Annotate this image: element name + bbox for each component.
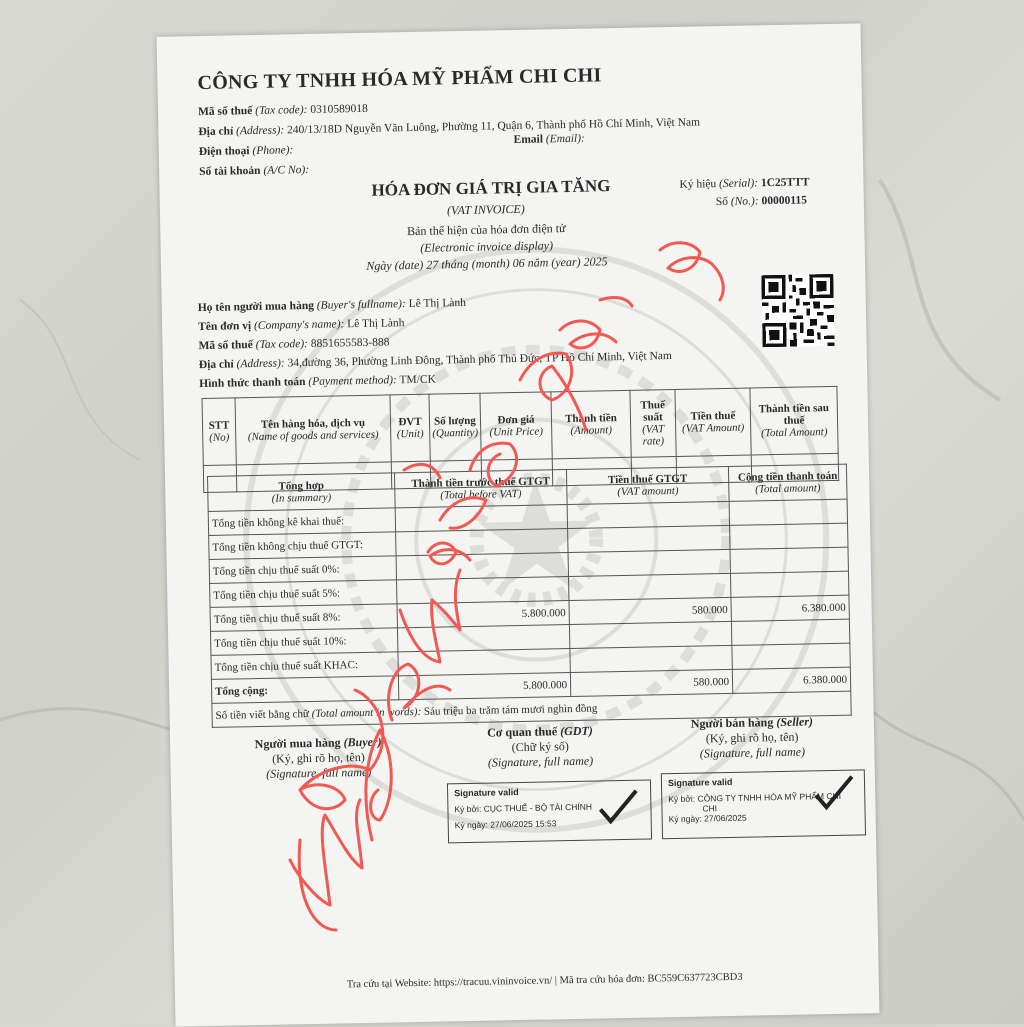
row-before: 5.800.000 [397, 601, 569, 628]
row-total: 6.380.000 [732, 667, 850, 693]
invoice-paper [157, 23, 880, 1026]
company-account-line [199, 164, 309, 178]
signature-valid-label: Signature valid [454, 787, 519, 799]
col-vi: Thành tiền trước thuế GTGT [411, 475, 551, 491]
buyer-signature-block [218, 734, 419, 783]
buyer-tax-code: 8851655583-888 [310, 336, 390, 350]
row-label: Tổng tiền không kê khai thuế: [208, 508, 395, 536]
invoice-display: Bản thể hiện của hóa đơn điện tử [406, 221, 566, 239]
lookup-footer: Tra cứu tại Website: https://tracuu.vininvoice.vn/ | Mã tra cứu hóa đơn: BC559C637723CBD3 [346, 971, 743, 991]
row-label: Tổng tiền không chịu thuế GTGT: [209, 532, 396, 560]
payment-method: TM/CK [399, 373, 437, 387]
invoice-title-en: (VAT INVOICE) [446, 201, 525, 218]
label-en: (Tax code): [255, 103, 308, 117]
sum-col-label [208, 473, 396, 512]
col-vi: Tên hàng hóa, dịch vụ [260, 416, 366, 431]
buyer-company: Lê Thị Lành [347, 317, 405, 331]
company-address-line [198, 116, 700, 138]
col-total [750, 386, 838, 455]
invoice-display-en: (Electronic invoice display) [420, 238, 554, 255]
row-total [732, 643, 850, 669]
label-en: (Phone): [252, 144, 294, 158]
company-name: CÔNG TY TNHH HÓA MỸ PHẨM CHI CHI [197, 64, 602, 95]
label: Họ tên người mua hàng [197, 299, 315, 315]
row-label: Tổng tiền chịu thuế suất 8%: [210, 604, 397, 632]
col-en: (VAT rate) [642, 423, 665, 448]
gdt-signature-block [440, 723, 641, 772]
signer: CỤC THUẾ - BỘ TÀI CHÍNH [483, 801, 593, 814]
col-en: (Amount) [570, 424, 613, 437]
col-vi: Tiền thuế GTGT [607, 472, 688, 487]
title: Người bán hàng [690, 715, 774, 731]
seller-signature-block [652, 714, 853, 763]
checkmark-icon [812, 773, 857, 814]
label-en: (Tax code): [255, 338, 309, 352]
note-en: (Signature, full name) [487, 753, 594, 770]
label: Hình thức thanh toán [199, 376, 306, 391]
label: Số tài khoản [199, 164, 261, 179]
col-en: (Quantity) [432, 426, 479, 440]
number-line [716, 194, 807, 208]
col-qty [429, 393, 481, 461]
col-vi: Tiền thuế [690, 409, 736, 423]
sum-col-total [728, 464, 847, 501]
col-rate [630, 389, 676, 457]
note: (Ký, ghi rõ họ, tên) [271, 749, 365, 766]
col-vi: Thuế suất [640, 399, 666, 424]
col-en: (Total amount) [755, 482, 821, 496]
sign-date: 27/06/2025 [704, 812, 747, 824]
label: Mã số thuế [197, 105, 253, 119]
label: Ký hiệu [679, 178, 717, 191]
row-vat [568, 549, 730, 576]
row-total [729, 499, 847, 525]
sum-col-before [394, 470, 567, 508]
signer-continued: CHI [702, 803, 718, 814]
label: Ký bởi: [668, 793, 696, 805]
gdt-signature-box [447, 779, 652, 843]
label: Ký ngày: [454, 819, 488, 831]
row-before [397, 577, 569, 604]
col-en: (Unit Price) [489, 425, 544, 439]
row-label: Tổng tiền chịu thuế suất 5%: [210, 580, 397, 608]
company-email-line [513, 133, 584, 146]
row-total [731, 619, 849, 645]
buyer-name: Lê Thị Lành [408, 296, 467, 311]
title: Người mua hàng [254, 735, 341, 752]
row-label: Tổng tiền chịu thuế suất 0%: [209, 556, 396, 584]
col-unit [390, 394, 430, 462]
label-en: (Address): [235, 124, 285, 138]
label: Số tiền viết bằng chữ [215, 707, 310, 722]
label-en: (Email): [545, 132, 585, 146]
label: Điện thoại [198, 145, 250, 159]
col-name [235, 395, 391, 465]
row-vat: 580.000 [570, 669, 732, 696]
col-price [480, 392, 552, 460]
signer: CÔNG TY TNHH HÓA MỸ PHẨM CHI [697, 790, 842, 804]
note: (Ký, ghi rõ họ, tên) [705, 729, 799, 746]
label: Số [715, 195, 729, 209]
col-vat [675, 388, 751, 456]
col-stt [202, 398, 236, 466]
note-en: (Signature, full name) [699, 744, 806, 761]
sum-col-vat [566, 466, 729, 504]
items-header-row [202, 386, 838, 465]
label: Ký bởi: [454, 803, 482, 815]
note-en: (Signature, full name) [265, 764, 372, 781]
qr-code [761, 274, 834, 347]
label: Mã số thuế [198, 339, 253, 353]
row-total: 6.380.000 [731, 595, 849, 621]
col-vi: Đơn giá [497, 413, 535, 427]
amount-in-words: Sáu triệu ba trăm tám mươi nghìn đồng [423, 702, 598, 718]
row-total [730, 571, 848, 597]
row-total [730, 523, 848, 549]
row-label: Tổng cộng: [211, 676, 398, 704]
label-en: (A/C No): [263, 163, 310, 177]
company-phone-line [199, 144, 294, 158]
invoice-date: Ngày (date) 27 tháng (month) 06 năm (year) 2025 [366, 254, 608, 273]
row-before [397, 625, 569, 652]
col-en: (No) [209, 431, 230, 444]
col-en: (VAT amount) [617, 484, 679, 499]
row-vat [570, 645, 732, 672]
col-vi: ĐVT [398, 415, 422, 429]
company-tax-line [198, 103, 368, 118]
label: Địa chỉ [198, 125, 234, 139]
row-vat [567, 501, 729, 528]
row-label: Tổng tiền chịu thuế suất 10%: [210, 628, 397, 656]
tax-code: 0310589018 [310, 102, 368, 116]
title-en: (Seller) [776, 714, 814, 730]
col-en: (Name of goods and services) [247, 428, 379, 444]
label: Tên đơn vị [198, 320, 252, 334]
label: Ký ngày: [668, 813, 702, 825]
col-vi: Tổng hợp [278, 479, 325, 493]
row-before [395, 505, 567, 532]
row-total [730, 547, 848, 573]
label-en: (No.): [730, 195, 759, 208]
sign-date: 27/06/2025 15:53 [490, 818, 557, 830]
col-amount [551, 390, 631, 459]
serial-line [679, 176, 809, 190]
row-before [396, 529, 568, 556]
note: (Chữ ký số) [511, 739, 569, 755]
row-vat [569, 621, 731, 648]
row-label: Tổng tiền chịu thuế suất KHAC: [211, 652, 398, 680]
col-vi: Số lượng [434, 414, 476, 428]
label: Email [513, 133, 544, 147]
label-en: (Serial): [718, 177, 759, 191]
label-en: (Buyer's fullname): [316, 298, 406, 312]
serial-value: 1C25TTT [760, 176, 810, 190]
number-value: 00000115 [761, 194, 808, 208]
row-before [398, 649, 570, 676]
row-before: 5.800.000 [398, 673, 570, 700]
row-vat [568, 525, 730, 552]
buyer-address: 34,đường 36, Phường Linh Đông, Thành phố Thủ Đức, TP Hồ Chí Minh, Việt Nam [287, 350, 673, 370]
invoice-title: HÓA ĐƠN GIÁ TRỊ GIA TĂNG [371, 176, 611, 200]
col-en: (In summary) [271, 491, 332, 505]
signature-valid-label: Signature valid [667, 776, 733, 789]
row-vat [568, 573, 730, 600]
row-before [396, 553, 568, 580]
col-vi: STT [208, 419, 230, 432]
label-en: (Company's name): [253, 318, 345, 333]
col-vi: Thành tiền sau thuế [758, 402, 830, 427]
summary-table [207, 464, 852, 728]
address: 240/13/18D Nguyễn Văn Luông, Phường 11, Quận 6, Thành phố Hồ Chí Minh, Việt Nam [286, 116, 701, 137]
col-vi: Cộng tiền thanh toán [737, 469, 838, 484]
col-vi: Thành tiền [565, 412, 617, 426]
title: Cơ quan thuế [487, 724, 558, 740]
col-en: (Total before VAT) [440, 487, 522, 502]
label-en: (Address): [236, 357, 285, 371]
seller-signature-box [661, 769, 866, 839]
label-en: (Total amount in words): [311, 705, 422, 720]
label-en: (Payment method): [308, 374, 397, 388]
col-en: (Total Amount) [760, 426, 828, 440]
title-en: (GDT) [560, 723, 593, 739]
title-en: (Buyer) [343, 734, 382, 750]
label: Địa chỉ [198, 358, 234, 372]
col-en: (Unit) [396, 427, 424, 441]
checkmark-icon [596, 787, 641, 828]
col-en: (VAT Amount) [681, 421, 745, 435]
row-vat: 580.000 [569, 597, 731, 624]
